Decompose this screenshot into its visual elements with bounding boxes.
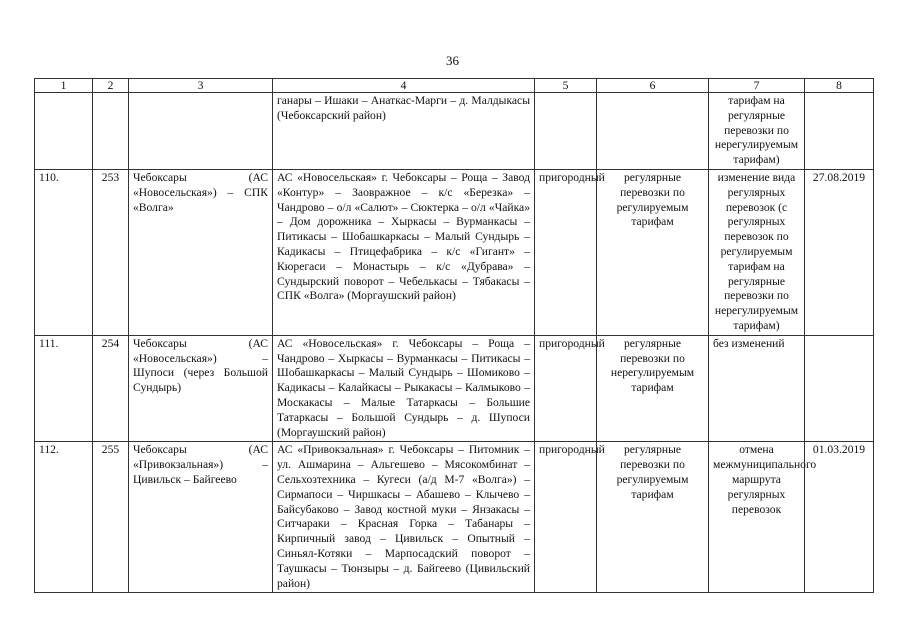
row-number: 111. xyxy=(35,335,93,442)
route-name: Чебоксары (АС «Новосельская») – Шупоси (через Большой Сундырь) xyxy=(129,335,273,442)
route-name: Чебоксары (АС «Новосельская») – СПК «Волга» xyxy=(129,169,273,335)
change-date: 27.08.2019 xyxy=(805,169,874,335)
header-cell: 4 xyxy=(273,79,535,93)
route-name: Чебоксары (АС «Привокзальная») – Цивильск – Байгеево xyxy=(129,442,273,593)
route-type: пригородный xyxy=(535,335,597,442)
route-number: 255 xyxy=(93,442,129,593)
change-description: изменение вида регулярных перевозок (с регулярных перевозок по регулируемым тарифам на регулярные перевозки по нерегулируемым тарифам) xyxy=(709,169,805,335)
header-cell: 1 xyxy=(35,79,93,93)
change-description: без изменений xyxy=(709,335,805,442)
row-number xyxy=(35,93,93,170)
header-cell: 3 xyxy=(129,79,273,93)
row-number: 112. xyxy=(35,442,93,593)
table-row xyxy=(35,335,874,442)
change-date: 01.03.2019 xyxy=(805,442,874,593)
change-date xyxy=(805,335,874,442)
route-path: АС «Новосельская» г. Чебоксары – Роща – Чандрово – Хыркасы – Вурманкасы – Питикасы – Шобашкаркасы – Малый Сундырь – Шомиково – Кадикасы – Калайкасы – Рыкакасы – Калмыково – Москакасы – Малые Татаркасы – Большие Татаркасы – Большой Сундырь – д. Шупоси (Моргаушский район) xyxy=(273,335,535,442)
route-path: ганары – Ишаки – Анаткас-Марги – д. Малдыкасы (Чебоксарский район) xyxy=(273,93,535,170)
header-cell: 2 xyxy=(93,79,129,93)
table-row xyxy=(35,169,874,335)
header-cell: 6 xyxy=(597,79,709,93)
transport-mode: регулярные перевозки по регулируемым тарифам xyxy=(597,442,709,593)
routes-table xyxy=(34,78,874,593)
route-number xyxy=(93,93,129,170)
header-cell: 7 xyxy=(709,79,805,93)
row-number: 110. xyxy=(35,169,93,335)
transport-mode: регулярные перевозки по регулируемым тарифам xyxy=(597,169,709,335)
table-row xyxy=(35,442,874,593)
route-type: пригородный xyxy=(535,169,597,335)
route-number: 254 xyxy=(93,335,129,442)
route-name xyxy=(129,93,273,170)
table-row xyxy=(35,93,874,170)
route-path: АС «Привокзальная» г. Чебоксары – Питомник – ул. Ашмарина – Альгешево – Мясокомбинат – Сельхозтехника – Кугеси (а/д М-7 «Волга») – Сирмапоси – Чиршкасы – Абашево – Клычево – Байсубаково – Завод костной муки – Янзакасы – Ситчараки – Красная Горка – Табанары – Кирпичный завод – Цивильск – Опытный – Синьял-Котяки – Марпосадский поворот – Таушкасы – Тюнзыры – д. Байгеево (Цивильский район) xyxy=(273,442,535,593)
header-cell: 5 xyxy=(535,79,597,93)
change-description: отмена межмуниципального маршрута регулярных перевозок xyxy=(709,442,805,593)
route-number: 253 xyxy=(93,169,129,335)
transport-mode xyxy=(597,93,709,170)
header-row xyxy=(35,79,874,93)
route-type: пригородный xyxy=(535,442,597,593)
header-cell: 8 xyxy=(805,79,874,93)
transport-mode: регулярные перевозки по нерегулируемым тарифам xyxy=(597,335,709,442)
change-date xyxy=(805,93,874,170)
page-number: 36 xyxy=(446,53,459,68)
route-type xyxy=(535,93,597,170)
route-path: АС «Новосельская» г. Чебоксары – Роща – Завод «Контур» – Заовражное – к/с «Березка» – Чандрово – о/л «Салют» – Сюктерка – о/л «Чайка» – Дом дорожника – Хыркасы – Вурманкасы – Питикасы – Шобашкаркасы – Малый Сундырь – Кадикасы – Птицефабрика – к/с «Гигант» – Кюрегаси – Монастырь – к/с «Дубрава» – Сундырский поворот – Чебелькасы – Тябакасы – СПК «Волга» (Моргаушский район) xyxy=(273,169,535,335)
change-description: тарифам на регулярные перевозки по нерегулируемым тарифам) xyxy=(709,93,805,170)
